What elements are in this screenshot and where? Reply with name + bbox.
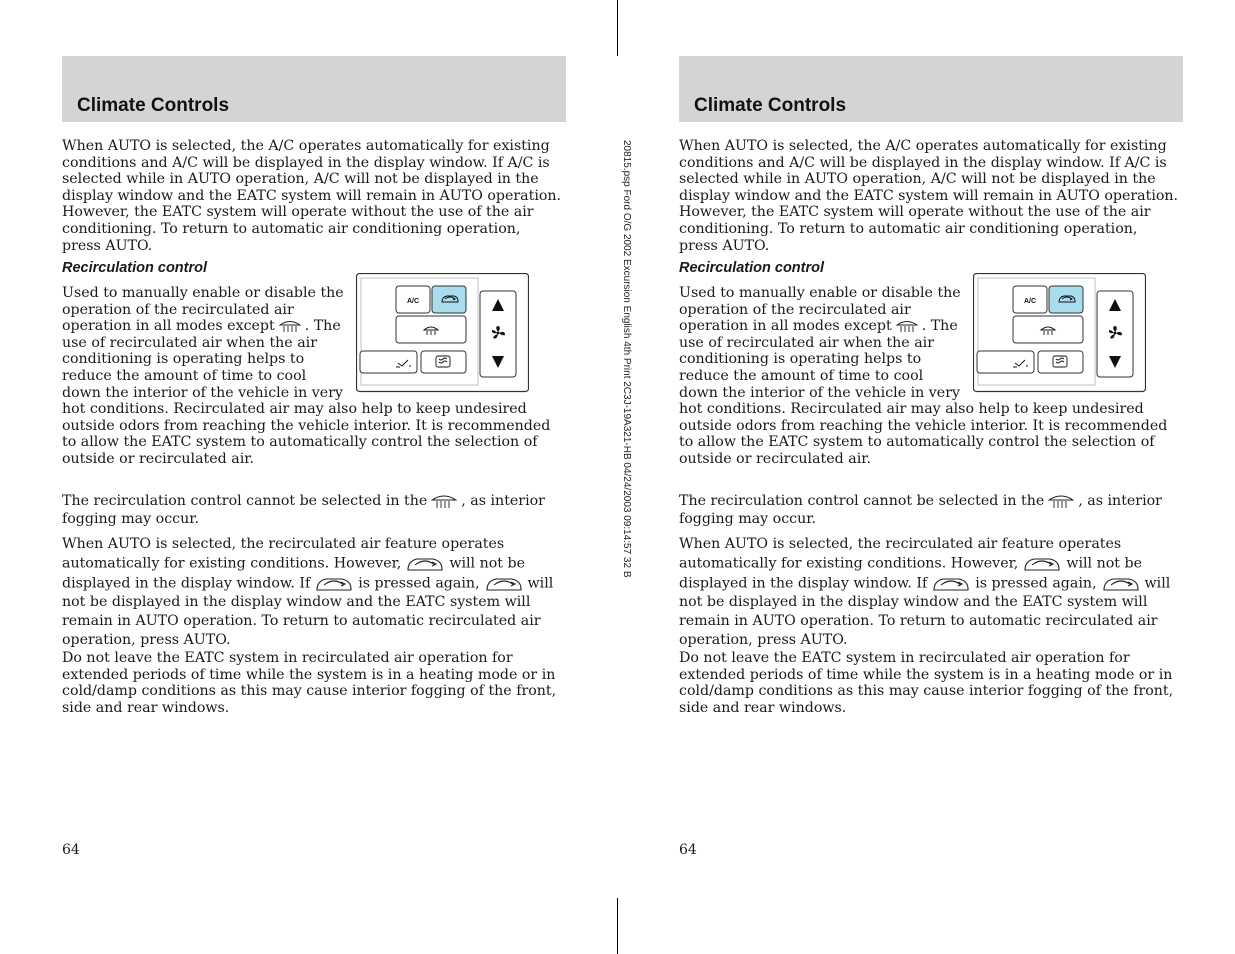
defrost-icon bbox=[1048, 493, 1074, 510]
page-title: Climate Controls bbox=[77, 95, 230, 116]
defrost-note-text-a: The recirculation control cannot be selected in the bbox=[62, 493, 428, 509]
defrost-icon bbox=[279, 319, 301, 334]
recirculation-icon bbox=[405, 554, 445, 573]
recirculation-icon bbox=[931, 574, 971, 593]
recirc-text-a: Used to manually enable or disable the operation of the recirculated air operation in all modes except bbox=[62, 285, 344, 335]
auto-recirc-text-d: will not be displayed in the display window and the EATC system will remain in AUTO operation. To return to automatic recirculated air operation, press AUTO. bbox=[679, 575, 1171, 648]
defrost-icon bbox=[431, 493, 457, 510]
paragraph-warning: Do not leave the EATC system in recirculated air operation for extended periods of time while the system is in a heating mode or in cold/damp conditions as this may cause interior fogging of the front, side and rear windows. bbox=[62, 650, 557, 716]
paragraph-recirculation bbox=[62, 285, 566, 468]
defrost-icon bbox=[896, 319, 918, 334]
defrost-note-text-a: The recirculation control cannot be selected in the bbox=[679, 493, 1045, 509]
climate-control-panel-illustration bbox=[356, 273, 529, 393]
paragraph-auto-recirc bbox=[62, 535, 566, 650]
paragraph-defrost-note bbox=[679, 492, 1179, 528]
auto-recirc-text-a: When AUTO is selected, the recirculated air feature operates automatically for existing conditions. However, bbox=[62, 536, 505, 572]
auto-recirc-text-d: will not be displayed in the display window and the EATC system will remain in AUTO operation. To return to automatic recirculated air operation, press AUTO. bbox=[62, 575, 554, 648]
print-slug: 20815.psp Ford O/G 2002 Excursion English 4th Print 2C3J-19A321-HB 04/24/2003 09:14:57 32 B bbox=[621, 140, 632, 578]
section-subheading: Recirculation control bbox=[679, 260, 825, 276]
ac-button-label: A/C bbox=[1023, 298, 1037, 305]
recirculation-icon bbox=[484, 574, 524, 593]
gutter-line-top bbox=[617, 0, 618, 56]
paragraph-recirculation bbox=[679, 285, 1183, 468]
recirculation-icon bbox=[1101, 574, 1141, 593]
recirc-text-b: . The use of recirculated air when the air conditioning is operating helps to reduce the amount of time to cool down the interior of the vehicle in very hot conditions. Recirculated air may also help to keep undesired outside odors from reaching the vehicle interior. It is recommended to allow the EATC system to automatically control the selection of outside or recirculated air. bbox=[679, 318, 1168, 467]
recirc-text-b: . The use of recirculated air when the air conditioning is operating helps to reduce the amount of time to cool down the interior of the vehicle in very hot conditions. Recirculated air may also help to keep undesired outside odors from reaching the vehicle interior. It is recommended to allow the EATC system to automatically control the selection of outside or recirculated air. bbox=[62, 318, 551, 467]
paragraph-auto-ac: When AUTO is selected, the A/C operates automatically for existing conditions and A/C will be displayed in the display window. If A/C is selected while in AUTO operation, A/C will not be displayed in the display window and the EATC system will remain in AUTO operation. However, the EATC system will operate without the use of the air conditioning. To return to automatic air conditioning operation, press AUTO. bbox=[679, 138, 1179, 254]
auto-recirc-text-c: is pressed again, bbox=[975, 575, 1097, 591]
auto-recirc-text-a: When AUTO is selected, the recirculated air feature operates automatically for existing conditions. However, bbox=[679, 536, 1122, 572]
page-left bbox=[62, 0, 566, 954]
page-header bbox=[62, 56, 566, 122]
auto-recirc-text-b: will not be displayed in the display window. If bbox=[679, 555, 1142, 591]
recirculation-icon bbox=[1022, 554, 1062, 573]
page-number: 64 bbox=[62, 842, 80, 858]
auto-recirc-text-b: will not be displayed in the display window. If bbox=[62, 555, 525, 591]
defrost-note-text-b: , as interior fogging may occur. bbox=[679, 493, 1162, 527]
gutter-line-bottom bbox=[617, 898, 618, 954]
paragraph-auto-recirc bbox=[679, 535, 1183, 650]
defrost-note-text-b: , as interior fogging may occur. bbox=[62, 493, 545, 527]
paragraph-auto-ac: When AUTO is selected, the A/C operates automatically for existing conditions and A/C will be displayed in the display window. If A/C is selected while in AUTO operation, A/C will not be displayed in the display window and the EATC system will remain in AUTO operation. However, the EATC system will operate without the use of the air conditioning. To return to automatic air conditioning operation, press AUTO. bbox=[62, 138, 562, 254]
section-subheading: Recirculation control bbox=[62, 260, 208, 276]
climate-control-panel-illustration bbox=[973, 273, 1146, 393]
paragraph-warning: Do not leave the EATC system in recirculated air operation for extended periods of time while the system is in a heating mode or in cold/damp conditions as this may cause interior fogging of the front, side and rear windows. bbox=[679, 650, 1174, 716]
page-right bbox=[679, 0, 1183, 954]
page-number: 64 bbox=[679, 842, 697, 858]
page-title: Climate Controls bbox=[694, 95, 847, 116]
paragraph-defrost-note bbox=[62, 492, 562, 528]
recirculation-icon bbox=[314, 574, 354, 593]
ac-button-label: A/C bbox=[406, 298, 420, 305]
recirc-text-a: Used to manually enable or disable the operation of the recirculated air operation in all modes except bbox=[679, 285, 961, 335]
auto-recirc-text-c: is pressed again, bbox=[358, 575, 480, 591]
page-header bbox=[679, 56, 1183, 122]
